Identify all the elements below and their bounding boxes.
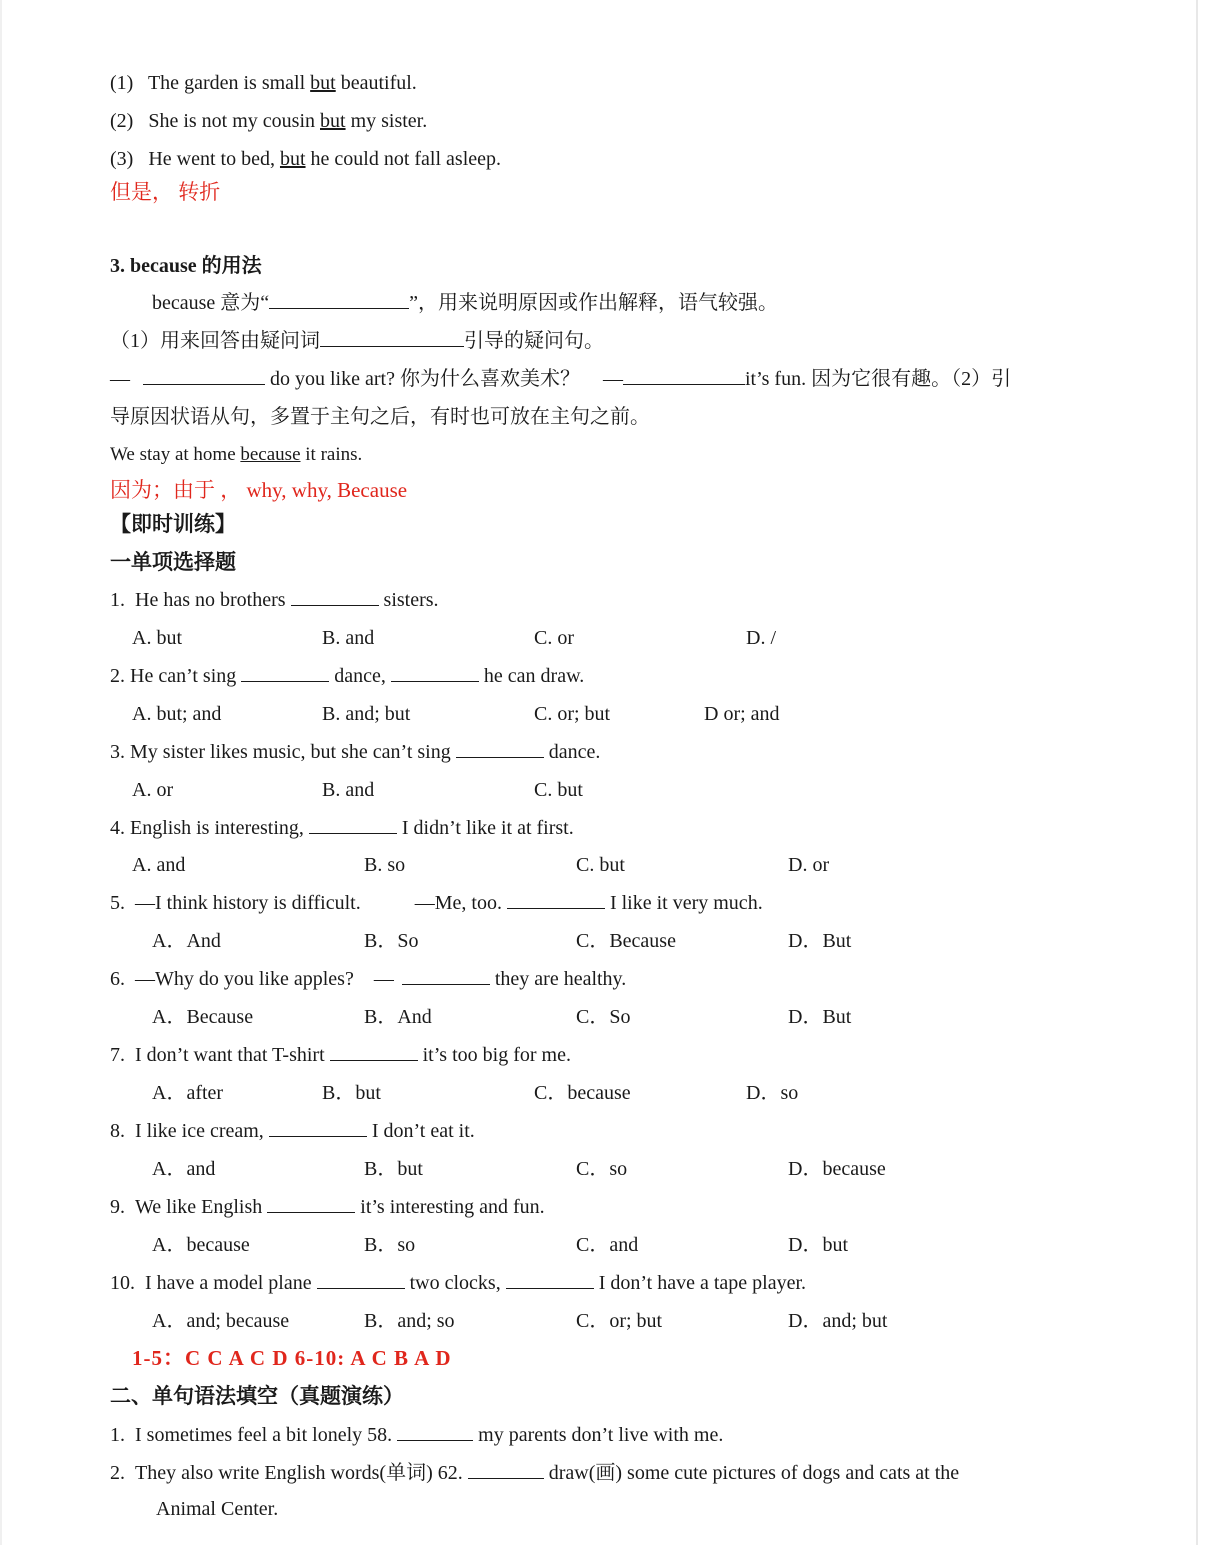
because-example	[110, 442, 362, 468]
question-number: 8.	[110, 1120, 125, 1142]
question-stem: —I think history is difficult.	[135, 892, 361, 914]
because-meaning	[152, 290, 778, 316]
option-b[interactable]: B. and; but	[322, 703, 411, 725]
question-stem: My sister likes music, but she can’t sing	[130, 741, 456, 763]
question-3	[110, 739, 600, 765]
option-a[interactable]: A. and	[132, 854, 186, 876]
sentence-number: (1)	[110, 72, 134, 94]
mc-answer-key: 1-5：C C A C D 6-10: A C B A D	[132, 1346, 452, 1370]
option-d[interactable]: D．so	[746, 1082, 799, 1104]
option-a[interactable]: A．and; because	[152, 1310, 290, 1332]
option-a[interactable]: A. or	[132, 779, 174, 801]
answer-blank[interactable]	[241, 663, 329, 682]
question-stem: They also write English words(单词) 62.	[135, 1462, 468, 1484]
option-b[interactable]: B. so	[364, 854, 406, 876]
question-stem: my parents don’t live with me.	[473, 1424, 724, 1446]
option-c[interactable]: C．or; but	[576, 1310, 663, 1332]
sentence-text: The garden is small	[147, 72, 311, 94]
question-stem: —	[373, 968, 394, 990]
option-d[interactable]: D．and; but	[788, 1310, 888, 1332]
question-number: 1.	[110, 1424, 125, 1446]
option-c[interactable]: C．because	[534, 1082, 631, 1104]
but-answer: 但是， 转折	[110, 180, 221, 204]
question-stem: they are healthy.	[489, 968, 627, 990]
question-number: 9.	[110, 1196, 125, 1218]
answer-blank[interactable]	[269, 1118, 367, 1137]
question-stem: sisters.	[378, 589, 439, 611]
option-c[interactable]: C．So	[576, 1006, 631, 1028]
dialog-question: do you like art? 你为什么喜欢美术？	[265, 368, 580, 390]
fill-title: 二、单句语法填空（真题演练）	[110, 1384, 404, 1408]
option-b[interactable]: B．so	[364, 1234, 416, 1256]
question-number: 5.	[110, 892, 125, 914]
meaning-prefix: because 意为“	[152, 292, 270, 314]
question-stem: I like it very much.	[604, 892, 763, 914]
usage-2: 导原因状语从句，多置于主句之后，有时也可放在主句之前。	[110, 406, 650, 428]
question-stem: —Why do you like apples?	[135, 968, 354, 990]
question-4	[110, 815, 574, 841]
answer-blank[interactable]	[397, 1422, 473, 1441]
mc-title: 一单项选择题	[110, 550, 236, 574]
question-stem: I like ice cream,	[135, 1120, 269, 1142]
question-stem: I don’t have a tape player.	[593, 1272, 807, 1294]
option-d[interactable]: D．because	[788, 1158, 886, 1180]
sentence-text: he could not fall asleep.	[305, 148, 502, 170]
sentence-text: my sister.	[345, 110, 428, 132]
question-stem: —Me, too.	[414, 892, 507, 914]
page-edge-left	[0, 0, 2, 1545]
answer-blank[interactable]	[456, 739, 544, 758]
answer-blank[interactable]	[330, 1042, 418, 1061]
answer-blank[interactable]	[506, 1270, 594, 1289]
question-8	[110, 1118, 475, 1144]
question-number: 7.	[110, 1044, 125, 1066]
question-5	[110, 890, 763, 916]
option-a[interactable]: A. but; and	[132, 703, 222, 725]
question-stem: dance.	[543, 741, 601, 763]
dash: —	[110, 368, 130, 390]
dialog-answer: it’s fun. 因为它很有趣。（2）引	[744, 368, 1012, 390]
option-d[interactable]: D．but	[788, 1234, 848, 1256]
answer-blank[interactable]	[267, 1194, 355, 1213]
option-a[interactable]: A．And	[152, 930, 221, 952]
question-stem: I didn’t like it at first.	[396, 817, 574, 839]
dialog-line	[110, 366, 1011, 392]
fill-question-2	[110, 1460, 959, 1486]
question-number: 1.	[110, 589, 125, 611]
sentence-text: it rains.	[300, 444, 363, 465]
option-b[interactable]: B．And	[364, 1006, 432, 1028]
option-c[interactable]: C. or	[534, 627, 574, 649]
question-stem: We like English	[135, 1196, 268, 1218]
example-sentence-1	[110, 70, 417, 96]
sentence-text: He went to bed,	[148, 148, 280, 170]
question-number: 2.	[110, 665, 125, 687]
option-b[interactable]: B．but	[322, 1082, 381, 1104]
option-a[interactable]: A．after	[152, 1082, 224, 1104]
question-stem: draw(画) some cute pictures of dogs and cats at the	[543, 1462, 960, 1484]
question-stem: He can’t sing	[130, 665, 242, 687]
answer-blank[interactable]	[320, 328, 464, 347]
question-2	[110, 663, 584, 689]
option-a[interactable]: A. but	[132, 627, 182, 649]
question-number: 3.	[110, 741, 125, 763]
answer-blank[interactable]	[269, 290, 409, 309]
sentence-number: (3)	[110, 148, 134, 170]
keyword-because: because	[240, 444, 301, 465]
sentence-text: She is not my cousin	[148, 110, 320, 132]
example-sentence-3	[110, 146, 501, 172]
option-d[interactable]: D．But	[788, 930, 852, 952]
fill-question-2-continued: Animal Center.	[156, 1498, 279, 1520]
keyword-but: but	[320, 110, 346, 132]
question-stem: I don’t want that T-shirt	[135, 1044, 330, 1066]
answer-blank[interactable]	[309, 815, 397, 834]
keyword-but: but	[310, 72, 336, 94]
option-c[interactable]: C. but	[576, 854, 625, 876]
question-stem: two clocks,	[404, 1272, 506, 1294]
practice-title: 【即时训练】	[110, 512, 236, 536]
keyword-but: but	[279, 148, 306, 170]
option-d[interactable]: D. or	[788, 854, 830, 876]
question-stem: I don’t eat it.	[366, 1120, 475, 1142]
question-6	[110, 966, 626, 992]
answer-blank[interactable]	[291, 587, 379, 606]
option-b[interactable]: B．and; so	[364, 1310, 455, 1332]
option-a[interactable]: A．and	[152, 1158, 216, 1180]
sentence-text: beautiful.	[335, 72, 417, 94]
option-d[interactable]: D. /	[746, 627, 776, 649]
question-stem: it’s too big for me.	[417, 1044, 571, 1066]
question-number: 2.	[110, 1462, 125, 1484]
question-9	[110, 1194, 545, 1220]
option-d[interactable]: D or; and	[704, 703, 780, 725]
option-c[interactable]: C．and	[576, 1234, 639, 1256]
question-stem: he can draw.	[478, 665, 585, 687]
question-number: 4.	[110, 817, 125, 839]
option-a[interactable]: A．Because	[152, 1006, 254, 1028]
question-stem: dance,	[329, 665, 391, 687]
question-7	[110, 1042, 571, 1068]
fill-question-1	[110, 1422, 723, 1448]
option-d[interactable]: D．But	[788, 1006, 852, 1028]
example-sentence-2	[110, 108, 427, 134]
option-b[interactable]: B．So	[364, 930, 419, 952]
option-b[interactable]: B．but	[364, 1158, 423, 1180]
answer-blank[interactable]	[402, 966, 490, 985]
question-stem: I sometimes feel a bit lonely 58.	[135, 1424, 398, 1446]
option-b[interactable]: B. and	[322, 627, 375, 649]
sentence-number: (2)	[110, 110, 134, 132]
option-c[interactable]: C．so	[576, 1158, 628, 1180]
question-stem: I have a model plane	[145, 1272, 317, 1294]
option-c[interactable]: C. or; but	[534, 703, 611, 725]
answer-blank[interactable]	[391, 663, 479, 682]
answer-blank[interactable]	[143, 366, 265, 385]
question-number: 10.	[110, 1272, 135, 1294]
option-c[interactable]: C. but	[534, 779, 583, 801]
answer-blank[interactable]	[317, 1270, 405, 1289]
answer-blank[interactable]	[468, 1460, 544, 1479]
sentence-text: We stay at home	[110, 444, 241, 465]
question-10	[110, 1270, 806, 1296]
answer-blank[interactable]	[507, 890, 605, 909]
page-edge-right	[1196, 0, 1198, 1545]
question-stem: He has no brothers	[135, 589, 291, 611]
question-stem: it’s interesting and fun.	[355, 1196, 545, 1218]
question-1	[110, 587, 439, 613]
usage-prefix: （1）用来回答由疑问词	[110, 330, 320, 352]
answer-blank[interactable]	[623, 366, 745, 385]
meaning-suffix: ”，用来说明原因或作出解释，语气较强。	[409, 292, 779, 314]
question-number: 6.	[110, 968, 125, 990]
option-c[interactable]: C．Because	[576, 930, 676, 952]
option-b[interactable]: B. and	[322, 779, 375, 801]
question-stem: English is interesting,	[130, 817, 309, 839]
usage-1	[110, 328, 604, 354]
section-heading-because: 3. because 的用法	[110, 255, 262, 277]
option-a[interactable]: A．because	[152, 1234, 250, 1256]
usage-suffix: 引导的疑问句。	[464, 330, 604, 352]
because-answer: 因为；由于 ， why, why, Because	[110, 478, 408, 502]
dash: —	[602, 368, 623, 390]
